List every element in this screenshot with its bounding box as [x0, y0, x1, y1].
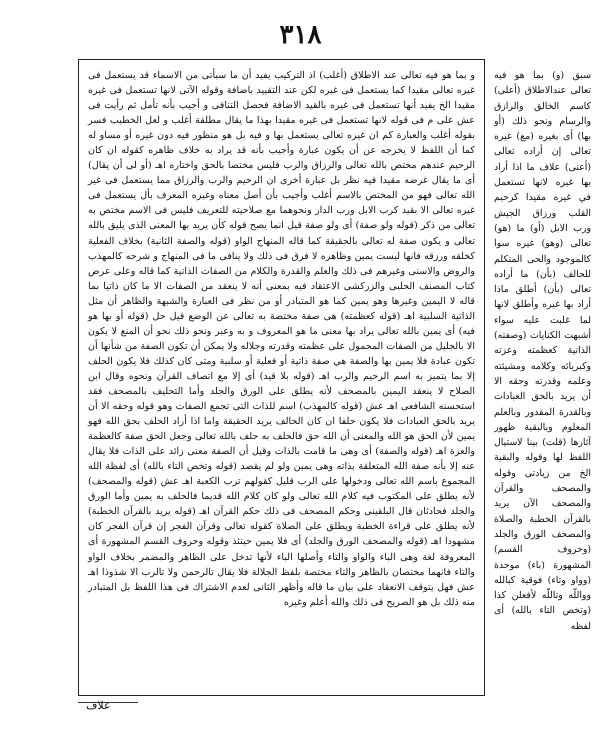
- commentary-frame: [78, 59, 485, 696]
- margin-column: [494, 68, 591, 688]
- catchword: علاف: [86, 699, 111, 712]
- commentary-text: و بما هو فيه تعالى عند الاطلاق (أغلب) اذ التركيب يفيد أن ما سبأتى من الاسماء قد يستعمل فى غيره تعالى مقيدا كما يستعمل فى غيره لكن عند التقييد باضافة وقوله الآتى لانها تستعمل فى غيره مقيدا الخ يفيد أنها تستعمل فى غيره بالقيد الاضافة فحصل التنافى و أجيب بأنه تأمل ثم رأيت فى عش على م فى قوله لانها تستعمل فى غيره مقيدا بهذا ما يقال مطلقة أغلب و لعل الخطيب فسر بقوله أغلب والعبارة كم ان غيره تعالى يستعمل بها و فيه بل هو منظور فيه دون غيره أو مساو له كما أن اللفظ لا يخرجه عن أن يكون عبارة وأجيب بأنه قد يراد به خلاف ظاهره كقوله ان كان الرحيم عندهم مختص بالله تعالى والرزاق والرب فليس مختصا بالحق واختاره اهـ (أو لى أن يقال) أى ما يقال غرضه مقيدا فيه نظر بل عبارة أخرى ان الرحيم والرب والرزاق مما يستعمل فى غير الله تعالى فهو من المختص بالاسم أغلب وأجيب بأن أصل معناه وغيره المعرف بأل يستعمل فى غيره تعالى الا بقيد كرب الابل ورب الدار ونحوهما مع صلاحيته للتعريف فليس فى الاسم مختص به تعالى من ذكر (قوله ولو صفة) أى ولو صفة قيل انما يصح قوله كأن يريد بها المعنى الذى يليق بالله تعالى و يكون صفة له تعالى بالحقيقة كما قاله المنهاج الواو (قوله والصفة الثانية) بخلاف الفعلية كخلقه ورزقه فانها ليست يمين وظاهره لا فرق فى ذلك ولا ينافى ما فى المنهاج و شرحه كالمهذب والروض والاسنى وغيرهم فى ذلك والعلم والقدرة والكلام من الصفات الذاتية كما قاله وعلى عرض كتاب المصنف الحلبى والزركشى الاعتقاد فيه بمعنى أنه لا ينعقد من الصفات الا ما كان ذاتيا بما قاله لا اليمين وغيرها وهو يمين كما هو المتبادر أو من نظر فى العبارة والشبهة والظاهر أن مثل الذاتية السلبية اهـ (قوله كعظمته) هى صفة مختصة به تعالى عن الوضع قيل حل (قوله أو بها هو فيه) أى يمين بالله تعالى يراد بها معنى ما هو المعروف و به وعبر ونحو ذلك نحو أن المنع لا يكون الا بالجليل من الصفات المحمول على عظمته وقدرته وجلاله ولا يمكن أن تكون الصفة من شأنها أن تكون عبادة فلا يمين بها والصفة هي صفة ذاتية أو فعلية أو سلبية ومتى كان كذلك فلا يكون الحلف إلا بما يتميز به اسم الرحيم والرب اهـ (قوله بلا قيد) أى إلا مع اتصاف القرآن ونحوه وقال ابن الصلاح لا ينعقد اليمين بالمصحف لأنه يطلق على الورق والجلد وأما التحليف بالمصحف فقد استحسنه الشافعى اهـ عش (قوله كالمهذب) اسم للذات التى تجمع الصفات وهو قوله وحقه الا أن يريد بالحق العبادات فلا يكون حلفا ان كان الحالف يريد الحقيقة واما اذا أراد الحلف بحق الله فهو يمين لأن الحق هو الله والمعنى أن الله حق فالحلف به حلف بالله تعالى وجعل الحق صفة كالعظمة والعزة اهـ (قوله والصفة) أى وهى ما قامت بالذات وقيل أن الصفة معنى زائد على الذات فلا يقال عنه إلا بأنه صفة الله المتعلقة بذاته وهى يمين ولو لم يقصد (قوله وتخص التاء بالله) أى لفظة الله المجموع باسم الله تعالى ودخولها على الرب قليل كقولهم ترب الكعبة اهـ عش (قوله والمصحف) لأنه يطلق على المكتوب فيه كلام الله تعالى ولو كان كلام الله قديما فالحلف به يمين وأما الورق والجلد فحادثان قال البلقينى وحكم المصحف فى ذلك حكم القرآن اهـ (قوله يريد بالقرآن الخطبة) لأنه يطلق على قراءة الخطبة ويطلق على الصلاة كقوله تعالى وقرآن الفجر إن قرآن الفجر كان مشهودا اهـ (قوله والمصحف الورق والجلد) أى فلا يمين حينئذ وقوله وحروف القسم المشهورة أى المعروفة لغة وهى الباء والواو والتاء وأصلها الباء لأنها تدخل على الظاهر والمضمر بخلاف الواو والتاء فانهما مختصان بالظاهر والتاء مختصة بلفظ الجلالة فلا يقال تالرحمن ولا تالرب الا شذوذا اهـ عش فهل يتوقف الانعقاد على بيان ما قاله وأظهر الثانى لعدم الاشتراك فى هذا اللفظ بل المتبادر منه ذلك بل هو الصريح فى ذلك والله أعلم وغيره: [88, 70, 475, 608]
- margin-text: سبق (و) بما هو فيه تعالى عندالاطلاق (أعلى) كاسم الخالق والرازق والرسام ونحو ذلك (أو بها) أى بغيره (مع) غيره تعالى إن أراده تعالى (أعنى) علاف ما اذا أراد بها غيره لانها تستعمل في غيره مقيدا كرحيم القلب ورزاق الجيش ورب الابل (أو) ما (هو) تعالى (وهو) غيره سوا كالموجود والحى المتكلم للحالف (بأن) ما أراده تعالى (بأن) أطلق ماذا أراد بها غيره وأطلق لانها لما غلبت عليه سواء أشبهت الكنايات (وصفته) الذاتية كعظمته وعزته وكبريائه وكلامه ومشيئته وعلمه وقدرته وحقه الا أن يريد بالحق العبادات وبالقدرة المقدور وبالعلم المعلوم وبالبقية ظهور آثارها (قلت) بينا لاستيال اللفظ لها وقوله والبقية الخ من زيادتى وقوله والمصحف والقرآن والمصحف الآن يريد بالقرآن الخطبة والصلاة والمصحف الورق والجلد (وحروف القسم) المشهورة (باء) موحدة (وواو وتاء) فوقية كبالله وواللّه وتاللّه لأفعلن كذا (وتخص التاء بالله) أى لفظه: [494, 70, 591, 632]
- page-number: ٣١٨: [279, 20, 322, 50]
